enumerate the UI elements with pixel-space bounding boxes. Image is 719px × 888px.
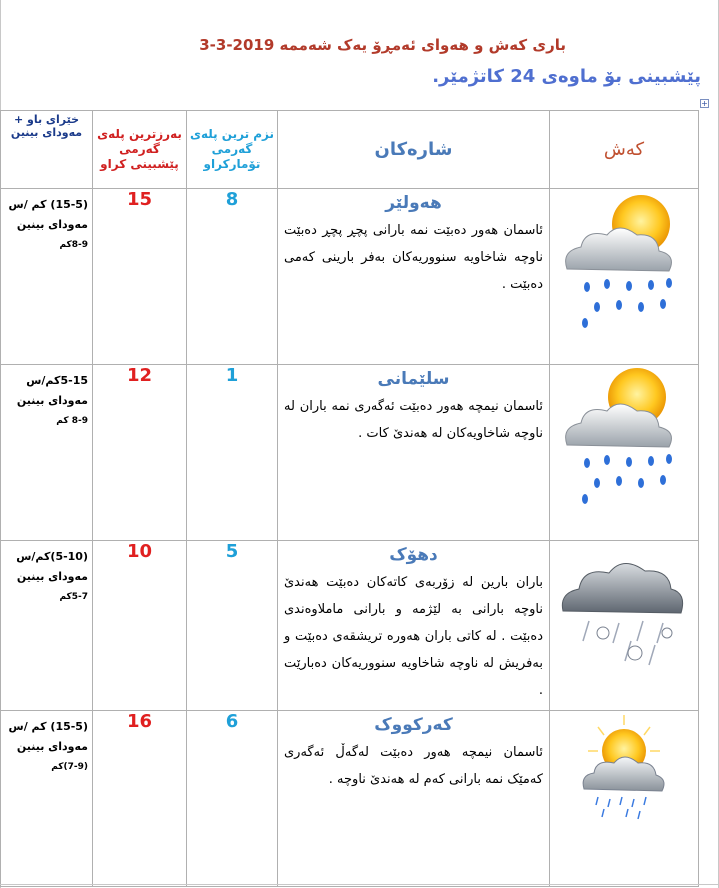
weather-icon-cell [550,541,699,711]
sun-cloud-light-rain-icon [550,711,698,821]
table-move-handle-icon[interactable]: + [701,99,708,108]
visibility-value: (7-9)کم [51,762,88,772]
header-wind: خێرای باو + مەودای بینین [1,111,93,189]
visibility-value: 8-9کم [59,240,88,250]
visibility-label: مەودای بینین [16,218,88,231]
wind-visibility-cell [1,711,93,887]
min-temp: 8 [187,189,278,365]
min-temp: 1 [187,365,278,541]
page-bottom-border [0,884,719,885]
visibility-value: 8-9 کم [56,416,88,426]
city-forecast: باران بارین لە زۆربەی کاتەکان دەبێت هەندێ ناوچە بارانی بە لێژمە و بارانی ماملاوەندی دەبێت . لە کاتی باران هەورە تریشقەی دەبێت و بەفریش لە ناوچە شاخاویە سنووریەکان دەبارێت . [284,575,543,698]
max-temp: 12 [93,365,187,541]
header-max-temp: بەرزترین پلەی گەرمی پێشبینی کراو [93,111,187,189]
title-text: باری کەش و هەوای ئەمڕۆ یەک شەممە [279,36,566,54]
header-cities: شارەکان [278,111,550,189]
weather-icon-cell [550,365,699,541]
sun-cloud-rain-icon [550,365,698,505]
sun-cloud-rain-icon [550,189,698,329]
page-subtitle: پێشبینی بۆ ماوەی 24 کاتژمێر. [432,66,701,87]
max-temp: 10 [93,541,187,711]
weather-table [0,110,699,887]
wind-speed: (15-5) کم /س [8,198,88,211]
city-forecast: ئاسمان هەور دەبێت نمە بارانی پچڕ پچڕ دەبێت ناوچە شاخاویە سنووریەکان بەفر بارینی کەمی دەبێت . [284,223,543,292]
table-row [1,541,699,711]
city-cell [278,189,550,365]
city-name: دهۆک [389,545,438,565]
visibility-label: مەودای بینین [16,570,88,583]
title-date: 2019-3-3 [199,36,275,54]
city-name: هەولێر [385,193,442,213]
city-forecast: ئاسمان نیمچە هەور دەبێت لەگەڵ ئەگەری کەمێک نمە بارانی کەم لە هەندێ ناوچە . [284,745,543,787]
weather-icon-cell [550,711,699,887]
header-weather: کەش [550,111,699,189]
wind-speed: (15-5) کم /س [8,720,88,733]
page-title [0,36,566,54]
city-cell [278,541,550,711]
weather-icon-cell [550,189,699,365]
max-temp: 15 [93,189,187,365]
wind-visibility-cell [1,365,93,541]
visibility-label: مەودای بینین [16,394,88,407]
wind-speed: 5-15کم/س [26,374,88,387]
min-temp: 5 [187,541,278,711]
table-row [1,711,699,887]
cloud-snow-rain-icon [550,541,698,671]
visibility-label: مەودای بینین [16,740,88,753]
wind-speed: (5-10)کم/س [16,550,88,563]
wind-visibility-cell [1,541,93,711]
city-cell [278,365,550,541]
header-min-temp: نزم ترین پلەی گەرمی تۆمارکراو [187,111,278,189]
visibility-value: 5-7کم [59,592,88,602]
table-row [1,365,699,541]
city-cell [278,711,550,887]
wind-visibility-cell [1,189,93,365]
table-row [1,189,699,365]
min-temp: 6 [187,711,278,887]
max-temp: 16 [93,711,187,887]
city-name: سلێمانی [377,369,450,389]
city-forecast: ئاسمان نیمچە هەور دەبێت ئەگەری نمە باران لە ناوچە شاخاویەکان لە هەندێ کات . [284,399,543,441]
table-header-row [1,111,699,189]
city-name: کەرکووک [374,715,453,735]
